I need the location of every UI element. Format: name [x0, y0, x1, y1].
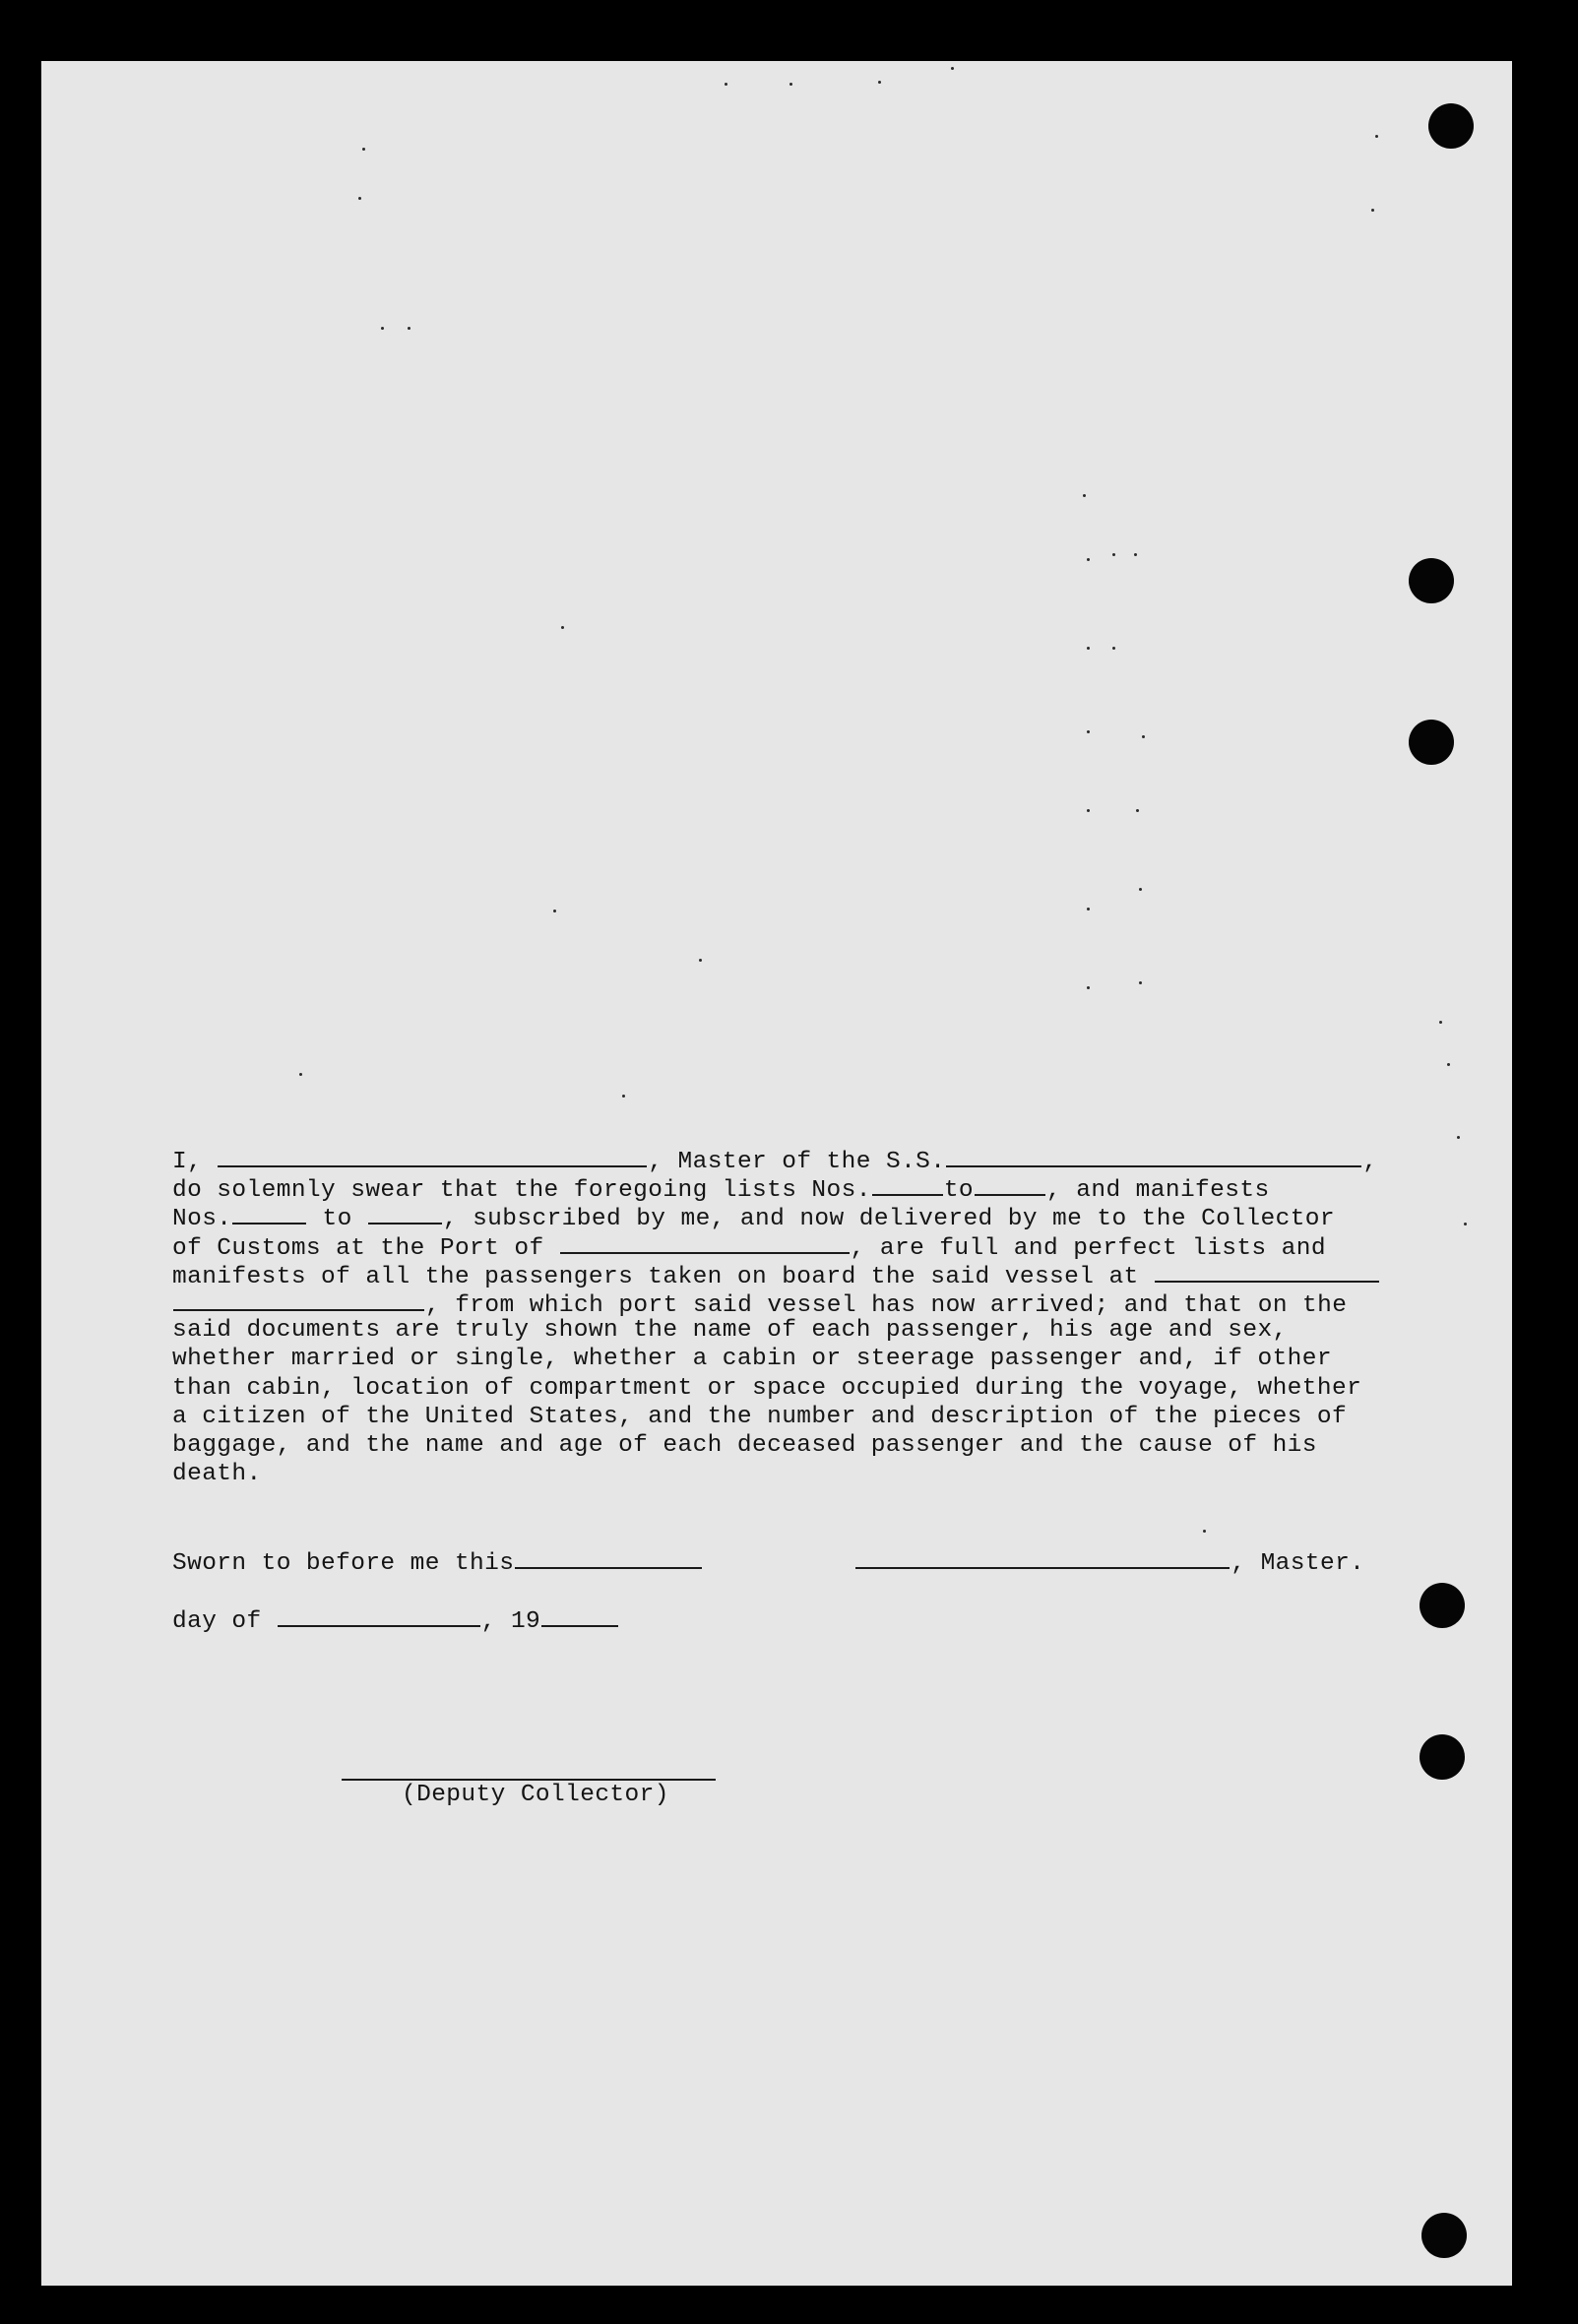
month-blank[interactable] [278, 1603, 480, 1627]
lists-from-blank[interactable] [872, 1172, 943, 1196]
sworn-day-blank[interactable] [515, 1545, 702, 1569]
binder-hole-5 [1420, 1734, 1465, 1780]
scan-speck [951, 67, 954, 70]
day-of-label: day of [172, 1608, 262, 1635]
oath-paragraph [172, 1144, 1442, 1488]
manifests-from-blank[interactable] [232, 1201, 306, 1225]
scan-speck [789, 83, 792, 86]
scan-speck [1371, 209, 1374, 212]
oath-line-1 [172, 1144, 1442, 1175]
oath-text: , subscribed by me, and now delivered by me to the Collector [442, 1206, 1336, 1233]
oath-text: , and manifests [1046, 1177, 1270, 1205]
scan-speck [1087, 809, 1090, 812]
oath-line-7: said documents are truly shown the name of each passenger, his age and sex, [172, 1317, 1288, 1345]
scan-speck [699, 959, 702, 962]
binder-hole-1 [1428, 103, 1474, 149]
oath-text: of Customs at the Port of [172, 1234, 544, 1262]
oath-line-5 [172, 1259, 1442, 1288]
scan-speck [299, 1073, 302, 1076]
scan-speck [1464, 1223, 1467, 1225]
sworn-label: Sworn to before me this [172, 1550, 515, 1577]
document-page [41, 61, 1512, 2286]
scan-speck [1439, 1021, 1442, 1024]
scan-speck [553, 910, 556, 912]
scan-speck [1375, 135, 1378, 138]
binder-hole-2 [1409, 558, 1454, 603]
oath-text: I, [172, 1149, 203, 1175]
oath-text: Nos. [172, 1206, 232, 1233]
scan-speck [725, 83, 727, 86]
oath-text: , are full and perfect lists and [850, 1234, 1326, 1262]
scan-speck [358, 197, 361, 200]
oath-line-3 [172, 1201, 1442, 1233]
oath-line-8: whether married or single, whether a cabin or steerage passenger and, if other [172, 1346, 1332, 1373]
master-label: , Master. [1231, 1550, 1365, 1577]
binder-hole-3 [1409, 720, 1454, 765]
oath-line-11: baggage, and the name and age of each deceased passenger and the cause of his [172, 1431, 1317, 1459]
scan-speck [1112, 553, 1115, 556]
scan-speck [561, 626, 564, 629]
sworn-row [172, 1545, 1452, 1577]
scan-speck [622, 1095, 625, 1098]
scan-speck [1087, 647, 1090, 650]
year-prefix: , 19 [480, 1608, 541, 1635]
scan-speck [1134, 553, 1137, 556]
oath-text: to [943, 1177, 975, 1205]
master-name-blank[interactable] [218, 1144, 647, 1167]
oath-line-10: a citizen of the United States, and the number and description of the pieces of [172, 1403, 1348, 1430]
master-signature-blank[interactable] [855, 1545, 1230, 1569]
manifests-to-blank[interactable] [368, 1201, 442, 1225]
oath-line-6 [172, 1288, 1442, 1319]
year-blank[interactable] [541, 1603, 618, 1627]
oath-text: , [1362, 1149, 1378, 1175]
oath-line-9: than cabin, location of compartment or space occupied during the voyage, whether [172, 1374, 1362, 1402]
deputy-collector-signature-line[interactable] [342, 1779, 716, 1781]
oath-text: , from which port said vessel has now arrived; and that on the [425, 1291, 1348, 1319]
vessel-name-blank[interactable] [946, 1144, 1361, 1167]
oath-text: to [322, 1206, 352, 1233]
scan-speck [878, 81, 881, 84]
oath-text: , Master of the S.S. [648, 1149, 946, 1175]
boarding-port-blank[interactable] [1155, 1259, 1379, 1283]
scan-speck [1087, 558, 1090, 561]
deputy-collector-label: (Deputy Collector) [402, 1782, 669, 1808]
scan-speck [408, 327, 410, 330]
lists-to-blank[interactable] [975, 1172, 1045, 1196]
scan-speck [1112, 647, 1115, 650]
oath-text: do solemnly swear that the foregoing lists Nos. [172, 1177, 871, 1205]
port-blank[interactable] [560, 1230, 850, 1254]
scan-speck [1087, 908, 1090, 911]
scan-speck [1139, 981, 1142, 984]
day-of-row [172, 1603, 1452, 1635]
scan-speck [1083, 494, 1086, 497]
binder-hole-6 [1421, 2213, 1467, 2258]
scan-speck [1457, 1136, 1460, 1139]
scan-speck [1136, 809, 1139, 812]
boarding-port-continued-blank[interactable] [173, 1288, 424, 1311]
scan-speck [1203, 1530, 1206, 1533]
oath-line-2 [172, 1172, 1442, 1205]
scan-speck [1142, 735, 1145, 738]
oath-line-12: death. [172, 1461, 262, 1488]
scan-speck [1087, 986, 1090, 989]
scan-speck [381, 327, 384, 330]
scan-speck [1447, 1063, 1450, 1066]
scan-speck [362, 148, 365, 151]
oath-text: manifests of all the passengers taken on board the said vessel at [172, 1263, 1139, 1290]
oath-line-4 [172, 1230, 1442, 1262]
scan-speck [1139, 888, 1142, 891]
scan-speck [1087, 730, 1090, 733]
